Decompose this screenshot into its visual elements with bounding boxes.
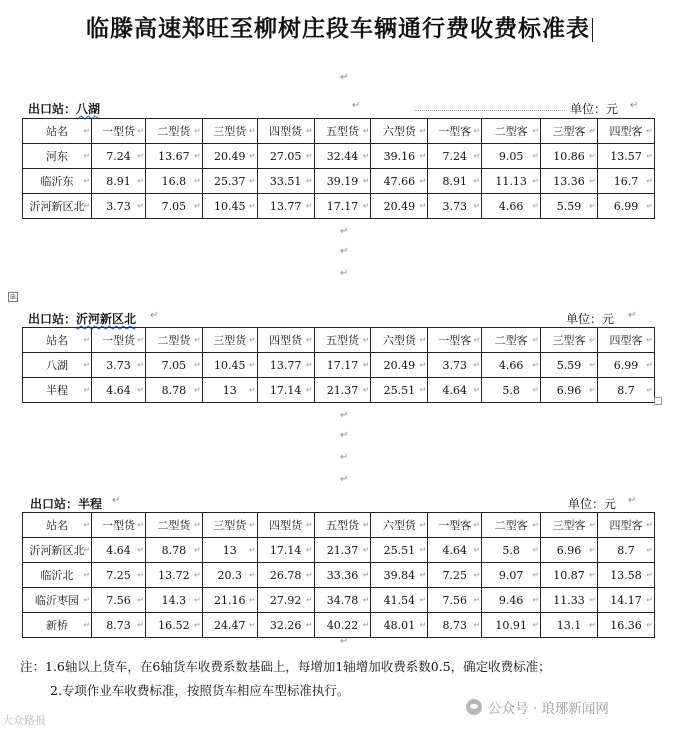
fee-cell: 5.8 ↵ — [482, 378, 541, 403]
table-header-row — [23, 119, 655, 144]
column-header: 四型客 ↵ — [598, 119, 655, 144]
fee-cell: 4.64 ↵ — [92, 538, 146, 563]
fee-cell: 6.96 ↵ — [541, 378, 598, 403]
fee-cell: 17.14 ↵ — [257, 378, 314, 403]
unit-label-1: 单位：元 — [570, 102, 619, 116]
watermark-right — [466, 697, 609, 717]
column-header: 一型货 ↵ — [92, 513, 146, 538]
column-header: 二型客 ↵ — [482, 328, 541, 353]
fee-cell: 33.36 ↵ — [314, 563, 371, 588]
column-header: 三型货 ↵ — [202, 513, 257, 538]
paragraph-mark-icon: ↵ — [352, 100, 361, 111]
paragraph-mark-icon: ↵ — [150, 310, 159, 321]
fee-cell: 20.49 ↵ — [202, 144, 257, 169]
fee-cell: 20.49 ↵ — [371, 194, 428, 219]
table-row — [23, 563, 655, 588]
fee-cell: 5.8 ↵ — [482, 538, 541, 563]
paragraph-mark-icon: ↵ — [340, 636, 349, 647]
fee-cell: 9.05 ↵ — [482, 144, 541, 169]
fee-cell: 9.07 ↵ — [482, 563, 541, 588]
fee-cell: 17.17 ↵ — [314, 194, 371, 219]
table-row — [23, 378, 655, 403]
fee-cell: 39.19 ↵ — [314, 169, 371, 194]
tab-leader — [415, 110, 565, 111]
fee-cell: 4.66 ↵ — [482, 353, 541, 378]
fee-table-3 — [22, 512, 655, 638]
fee-cell: 13.57 ↵ — [598, 144, 655, 169]
column-header: 一型货 ↵ — [92, 328, 146, 353]
fee-cell: 7.25 ↵ — [92, 563, 146, 588]
table-row — [23, 353, 655, 378]
column-header: 五型货 ↵ — [314, 119, 371, 144]
fee-cell: 8.78 ↵ — [145, 538, 202, 563]
fee-cell: 8.73 ↵ — [92, 613, 146, 638]
fee-cell: 13 ↵ — [202, 538, 257, 563]
table-header-row — [23, 328, 655, 353]
fee-cell: 13.67 ↵ — [145, 144, 202, 169]
fee-cell: 10.45 ↵ — [202, 194, 257, 219]
fee-cell: 5.59 ↵ — [541, 353, 598, 378]
column-header: 一型客 ↵ — [428, 513, 482, 538]
fee-cell: 8.91 ↵ — [92, 169, 146, 194]
fee-cell: 13.58 ↵ — [598, 563, 655, 588]
watermark-left: 大众路报 — [2, 714, 46, 727]
page-title: 临滕高速郑旺至柳树庄段车辆通行费收费标准表 — [0, 10, 679, 43]
paragraph-mark-icon: ↵ — [340, 226, 349, 237]
fee-cell: 3.73 ↵ — [92, 194, 146, 219]
fee-cell: 34.78 ↵ — [314, 588, 371, 613]
table-resize-handle[interactable] — [654, 397, 662, 405]
fee-cell: 27.92 ↵ — [257, 588, 314, 613]
column-header: 三型货 ↵ — [202, 119, 257, 144]
fee-cell: 13.72 ↵ — [145, 563, 202, 588]
fee-cell: 10.86 ↵ — [541, 144, 598, 169]
fee-cell: 25.51 ↵ — [371, 538, 428, 563]
column-header: 三型客 ↵ — [541, 119, 598, 144]
fee-cell: 48.01 ↵ — [371, 613, 428, 638]
fee-cell: 14.17 ↵ — [598, 588, 655, 613]
station-name-cell: 临沂东 ↵ — [23, 169, 92, 194]
fee-cell: 8.7 ↵ — [598, 538, 655, 563]
fee-cell: 13.1 ↵ — [541, 613, 598, 638]
fee-cell: 32.44 ↵ — [314, 144, 371, 169]
column-header: 六型货 ↵ — [371, 328, 428, 353]
table-row — [23, 613, 655, 638]
fee-cell: 8.73 ↵ — [428, 613, 482, 638]
text-cursor — [592, 18, 593, 42]
column-header: 三型客 ↵ — [541, 513, 598, 538]
fee-cell: 16.36 ↵ — [598, 613, 655, 638]
fee-cell: 7.24 ↵ — [92, 144, 146, 169]
column-header: 四型客 ↵ — [598, 328, 655, 353]
fee-cell: 13 ↵ — [202, 378, 257, 403]
station-name-cell: 临沂北 ↵ — [23, 563, 92, 588]
column-header: 一型客 ↵ — [428, 119, 482, 144]
fee-cell: 21.37 ↵ — [314, 538, 371, 563]
fee-cell: 21.16 ↵ — [202, 588, 257, 613]
fee-cell: 33.51 ↵ — [257, 169, 314, 194]
fee-cell: 20.3 ↵ — [202, 563, 257, 588]
fee-cell: 32.26 ↵ — [257, 613, 314, 638]
fee-cell: 10.91 ↵ — [482, 613, 541, 638]
fee-cell: 13.36 ↵ — [541, 169, 598, 194]
column-header: 站名 ↵ — [23, 328, 92, 353]
exit-station-label-3: 出口站：半程 — [30, 497, 103, 511]
table-row — [23, 538, 655, 563]
fee-cell: 5.59 ↵ — [541, 194, 598, 219]
fee-cell: 10.87 ↵ — [541, 563, 598, 588]
station-name-cell: 临沂枣园 ↵ — [23, 588, 92, 613]
fee-cell: 6.99 ↵ — [598, 353, 655, 378]
fee-cell: 7.25 ↵ — [428, 563, 482, 588]
fee-cell: 27.05 ↵ — [257, 144, 314, 169]
fee-cell: 24.47 ↵ — [202, 613, 257, 638]
fee-cell: 4.66 ↵ — [482, 194, 541, 219]
fee-cell: 11.13 ↵ — [482, 169, 541, 194]
column-header: 三型客 ↵ — [541, 328, 598, 353]
fee-cell: 13.77 ↵ — [257, 194, 314, 219]
column-header: 四型货 ↵ — [257, 513, 314, 538]
exit-station-label-1: 出口站：八湖 — [28, 102, 101, 116]
fee-cell: 7.24 ↵ — [428, 144, 482, 169]
fee-cell: 4.64 ↵ — [92, 378, 146, 403]
fee-cell: 40.22 ↵ — [314, 613, 371, 638]
column-header: 五型货 ↵ — [314, 513, 371, 538]
column-header: 六型货 ↵ — [371, 119, 428, 144]
fee-cell: 26.78 ↵ — [257, 563, 314, 588]
fee-cell: 14.3 ↵ — [145, 588, 202, 613]
fee-cell: 16.8 ↵ — [145, 169, 202, 194]
paragraph-mark-icon: ↵ — [630, 100, 639, 111]
table-row — [23, 588, 655, 613]
column-header: 站名 ↵ — [23, 119, 92, 144]
fee-cell: 3.73 ↵ — [428, 353, 482, 378]
table-row — [23, 194, 655, 219]
fee-cell: 25.37 ↵ — [202, 169, 257, 194]
wechat-icon — [466, 699, 482, 715]
note-line-2: 2.专项作业车收费标准，按照货车相应车型标准执行。 — [50, 683, 350, 698]
station-name-cell: 八湖 ↵ — [23, 353, 92, 378]
fee-cell: 6.96 ↵ — [541, 538, 598, 563]
fee-cell: 25.51 ↵ — [371, 378, 428, 403]
column-header: 四型货 ↵ — [257, 119, 314, 144]
fee-cell: 4.64 ↵ — [428, 378, 482, 403]
fee-cell: 11.33 ↵ — [541, 588, 598, 613]
fee-cell: 8.78 ↵ — [145, 378, 202, 403]
station-name-cell: 沂河新区北 ↵ — [23, 194, 92, 219]
fee-cell: 20.49 ↵ — [371, 353, 428, 378]
station-name-cell: 半程 ↵ — [23, 378, 92, 403]
fee-cell: 7.56 ↵ — [92, 588, 146, 613]
paragraph-mark-icon: ↵ — [340, 474, 349, 485]
fee-cell: 4.64 ↵ — [428, 538, 482, 563]
fee-cell: 6.99 ↵ — [598, 194, 655, 219]
paragraph-mark-icon: ↵ — [340, 410, 349, 421]
column-header: 五型货 ↵ — [314, 328, 371, 353]
station-name-cell: 新桥 ↵ — [23, 613, 92, 638]
unit-label-3: 单位：元 — [568, 497, 617, 511]
column-header: 三型货 ↵ — [202, 328, 257, 353]
column-header: 一型货 ↵ — [92, 119, 146, 144]
table-header-row — [23, 513, 655, 538]
table-row — [23, 169, 655, 194]
fee-cell: 9.46 ↵ — [482, 588, 541, 613]
fee-cell: 47.66 ↵ — [371, 169, 428, 194]
column-header: 二型货 ↵ — [145, 328, 202, 353]
station-name-cell: 沂河新区北 ↵ — [23, 538, 92, 563]
fee-cell: 21.37 ↵ — [314, 378, 371, 403]
paragraph-mark-icon: ↵ — [340, 246, 349, 257]
paragraph-mark-icon: ↵ — [340, 72, 349, 83]
paragraph-mark-icon: ↵ — [112, 495, 121, 506]
column-header: 四型货 ↵ — [257, 328, 314, 353]
fee-cell: 8.91 ↵ — [428, 169, 482, 194]
watermark-right-text: 公众号 · 琅琊新闻网 — [488, 701, 609, 717]
exit-station-label-2: 出口站：沂河新区北 — [28, 312, 137, 326]
paragraph-mark-icon: ↵ — [340, 430, 349, 441]
table-move-handle-icon[interactable]: ⊞ — [8, 292, 18, 302]
fee-cell: 13.77 ↵ — [257, 353, 314, 378]
column-header: 一型客 ↵ — [428, 328, 482, 353]
paragraph-mark-icon: ↵ — [628, 310, 637, 321]
fee-table-2 — [22, 327, 655, 403]
fee-cell: 16.52 ↵ — [145, 613, 202, 638]
paragraph-mark-icon: ↵ — [340, 452, 349, 463]
fee-cell: 7.56 ↵ — [428, 588, 482, 613]
note-line-1: 注：1.6轴以上货车，在6轴货车收费系数基础上，每增加1轴增加收费系数0.5，确定收费标准； — [20, 659, 551, 674]
fee-cell: 7.05 ↵ — [145, 353, 202, 378]
column-header: 四型客 ↵ — [598, 513, 655, 538]
column-header: 二型货 ↵ — [145, 513, 202, 538]
fee-cell: 17.17 ↵ — [314, 353, 371, 378]
fee-cell: 16.7 ↵ — [598, 169, 655, 194]
fee-cell: 10.45 ↵ — [202, 353, 257, 378]
fee-cell: 17.14 ↵ — [257, 538, 314, 563]
station-name-cell: 河东 ↵ — [23, 144, 92, 169]
paragraph-mark-icon: ↵ — [628, 495, 637, 506]
column-header: 二型客 ↵ — [482, 119, 541, 144]
fee-cell: 3.73 ↵ — [428, 194, 482, 219]
column-header: 二型客 ↵ — [482, 513, 541, 538]
fee-cell: 3.73 ↵ — [92, 353, 146, 378]
unit-label-2: 单位：元 — [566, 312, 615, 326]
fee-cell: 7.05 ↵ — [145, 194, 202, 219]
column-header: 二型货 ↵ — [145, 119, 202, 144]
fee-cell: 39.84 ↵ — [371, 563, 428, 588]
paragraph-mark-icon: ↵ — [340, 268, 349, 279]
column-header: 站名 ↵ — [23, 513, 92, 538]
fee-cell: 39.16 ↵ — [371, 144, 428, 169]
fee-cell: 41.54 ↵ — [371, 588, 428, 613]
fee-cell: 8.7 ↵ — [598, 378, 655, 403]
fee-table-1 — [22, 118, 655, 219]
table-row — [23, 144, 655, 169]
column-header: 六型货 ↵ — [371, 513, 428, 538]
